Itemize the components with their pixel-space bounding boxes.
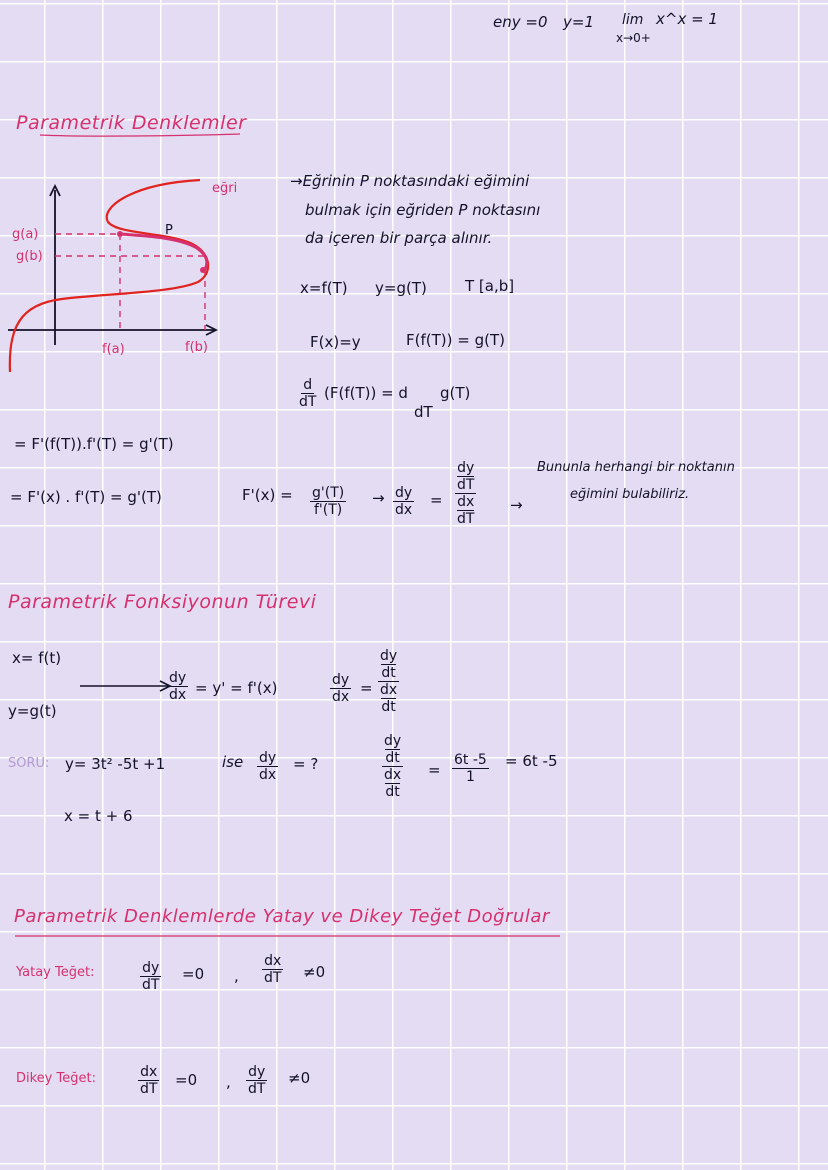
cf2-dx: dx [380, 682, 398, 699]
eq-F: F(x)=y [310, 333, 361, 351]
arrow-2: → [510, 496, 523, 514]
point-a [117, 231, 123, 237]
dy-dx-1 [167, 670, 188, 703]
Fprime-den: f'(T) [313, 502, 343, 519]
dikey-dT2: dT [248, 1081, 266, 1098]
slope-note-2: eğimini bulabiliriz. [570, 487, 690, 502]
f-b-label: f(b) [185, 340, 208, 355]
f-a-label: f(a) [102, 342, 125, 357]
section2-title: Parametrik Fonksiyonun Türevi [8, 591, 317, 613]
dy-1: dy [169, 670, 187, 686]
cf3-dt2: dt [385, 784, 400, 801]
yatay-dx: dx [264, 953, 282, 969]
cf2-dt1: dt [381, 665, 396, 682]
cf-dx: dx [457, 494, 475, 511]
top-eq-1: eny =0 [493, 13, 548, 31]
mid-expr: = y' = f'(x) [195, 679, 278, 697]
x-eq: x= f(t) [12, 649, 62, 667]
top-lim-sub: x→0+ [616, 31, 651, 45]
dikey-neq0: ≠0 [288, 1069, 311, 1087]
result-num: 6t -5 [454, 752, 487, 768]
top-lim: lim [622, 12, 644, 28]
dikey-dy: dy [248, 1064, 266, 1080]
Fprime-lhs: F'(x) = [242, 486, 293, 504]
cf2-dy: dy [380, 648, 398, 664]
dikey-label: Dikey Teğet: [16, 1071, 96, 1086]
Fprime-frac [310, 485, 346, 518]
point-label: P [165, 223, 173, 238]
cf3-dy: dy [384, 733, 402, 749]
dx-3: dx [259, 767, 277, 784]
slope-note-1: Bununla herhangi bir noktanın [537, 460, 735, 475]
dx-1: dx [169, 687, 187, 704]
curve-label: eğri [212, 181, 238, 196]
eq-Ff: F(f(T)) = g(T) [406, 331, 505, 349]
d-den: dT [299, 394, 317, 411]
chain-2: = F'(x) . f'(T) = g'(T) [10, 488, 162, 506]
deriv-gT: g(T) [440, 384, 471, 402]
cf3-dx: dx [384, 767, 402, 784]
top-eq-2: y=1 [563, 13, 594, 31]
eq-x: x=f(T) [300, 279, 348, 297]
cf3-dt1: dt [385, 750, 400, 767]
equals-1: = [430, 491, 443, 509]
dikey-comma: , [226, 1073, 231, 1091]
cf2-dt2: dt [381, 699, 396, 716]
ise-label: ise [222, 753, 244, 771]
g-a-label: g(a) [12, 227, 39, 242]
yatay-eq0: =0 [182, 965, 205, 983]
dikey-dT: dT [140, 1081, 158, 1098]
cf-dT1: dT [457, 477, 475, 494]
question-y: y= 3t² -5t +1 [65, 755, 166, 773]
yatay-dT: dT [142, 977, 160, 994]
dy-dx-2 [330, 672, 351, 705]
y-eq: y=g(t) [8, 702, 57, 720]
dy-dx-frac [393, 485, 414, 518]
result-frac [452, 752, 489, 785]
dy-2: dy [332, 672, 350, 688]
yatay-dx-dT [262, 953, 283, 986]
yatay-comma: , [234, 967, 239, 985]
yatay-label: Yatay Teğet: [16, 965, 95, 980]
dx-2: dx [332, 689, 350, 706]
d-num: d [303, 377, 313, 393]
deriv-dT2: dT [414, 403, 433, 421]
section3-title: Parametrik Denklemlerde Yatay ve Dikey Teğet Doğrular [14, 906, 550, 927]
eq-3: = [428, 761, 441, 779]
note-line-1: →Eğrinin P noktasındaki eğimini [290, 172, 530, 190]
compound-frac [455, 460, 476, 527]
result-den: 1 [465, 769, 475, 786]
dy-num: dy [395, 485, 413, 501]
chain-1: = F'(f(T)).f'(T) = g'(T) [14, 435, 174, 453]
dy-dx-3 [257, 750, 278, 783]
yatay-dT2: dT [264, 970, 282, 987]
top-lim-expr: x^x = 1 [656, 10, 718, 28]
note-line-2: bulmak için eğriden P noktasını [305, 201, 541, 219]
eq-y: y=g(T) [375, 279, 427, 297]
compound-frac-3 [382, 733, 403, 800]
dikey-eq0: =0 [175, 1071, 198, 1089]
dx-den: dx [395, 502, 413, 519]
eq-2: = [360, 679, 373, 697]
dikey-dx: dx [140, 1064, 158, 1080]
yatay-dy-dT [140, 960, 161, 993]
note-line-3: da içeren bir parça alınır. [305, 229, 493, 247]
dikey-dy-dT [246, 1064, 267, 1097]
yatay-neq0: ≠0 [303, 963, 326, 981]
Fprime-num: g'(T) [312, 485, 345, 501]
yatay-dy: dy [142, 960, 160, 976]
q-mark: = ? [293, 755, 319, 773]
result: = 6t -5 [505, 752, 558, 770]
dy-3: dy [259, 750, 277, 766]
g-b-label: g(b) [16, 249, 43, 264]
interval: T [a,b] [465, 277, 515, 295]
dikey-dx-dT [138, 1064, 159, 1097]
arrow-1: → [372, 489, 385, 507]
d-over-dT [297, 377, 318, 410]
cf-dy: dy [457, 460, 475, 476]
deriv-mid: (F(f(T)) = d [324, 384, 408, 402]
question-x: x = t + 6 [64, 807, 133, 825]
section1-title: Parametrik Denklemler [16, 112, 247, 134]
compound-frac-2 [378, 648, 399, 715]
cf-dT2: dT [457, 511, 475, 528]
question-label: SORU: [8, 756, 50, 771]
point-b [200, 267, 206, 273]
curve-segment [120, 234, 207, 272]
